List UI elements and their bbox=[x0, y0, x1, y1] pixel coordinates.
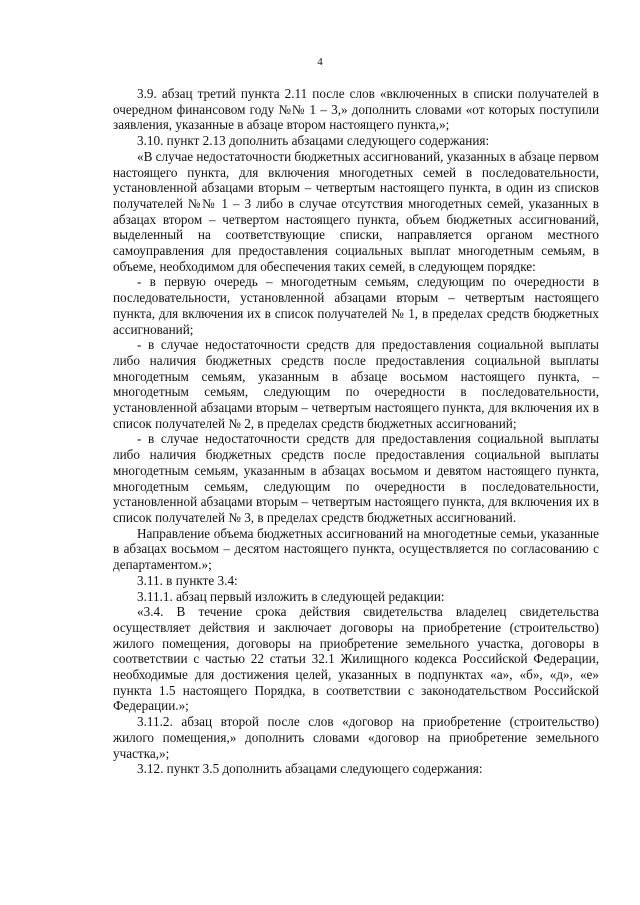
paragraph-3-9: 3.9. абзац третий пункта 2.11 после слов «включенных в списки получателей в очередном финансовом году №№ 1 – 3,» дополнить словами «от которых поступили заявления, указанные в абзаце втором настоящего пункта,»; bbox=[113, 86, 599, 133]
paragraph-3-11-1: 3.11.1. абзац первый изложить в следующей редакции: bbox=[137, 588, 445, 604]
list-item-third-priority: - в случае недостаточности средств для предоставления социальной выплаты либо наличия бюджетных средств после предоставления социальной выплаты многодетным семьям, указанным в абзацах восьмом и девятом настоящего пункта, многодетным семьям, следующим по очередности в последовательности, установленной абзацами вторым – четвертым настоящего пункта, для включения их в список получателей № 3, в пределах средств бюджетных ассигнований. bbox=[113, 431, 599, 525]
list-item-second-priority: - в случае недостаточности средств для предоставления социальной выплаты либо наличия бюджетных средств после предоставления социальной выплаты многодетным семьям, указанным в абзаце восьмом настоящего пункта, – многодетным семьям, следующим по очередности в последовательности, установленной абзацами вторым – четвертым настоящего пункта, для включения их в список получателей № 2, в пределах средств бюджетных ассигнований; bbox=[113, 337, 599, 431]
document-body bbox=[113, 86, 599, 777]
quoted-paragraph-insufficiency: «В случае недостаточности бюджетных ассигнований, указанных в абзаце первом настоящего пункта, для включения многодетных семей в последовательности, установленной абзацами вторым – четвертым настоящего пункта, в один из списков получателей №№ 1 – 3 либо в случае отсутствия многодетных семей, указанных в абзацах втором – четвертом настоящего пункта, объем бюджетных ассигнований, выделенный на соответствующие списки, направляется органом местного самоуправления для предоставления социальных выплат многодетным семьям, в объеме, необходимом для обеспечения таких семей, в следующем порядке: bbox=[113, 148, 600, 274]
paragraph-3-11: 3.11. в пункте 3.4: bbox=[137, 572, 238, 588]
page-number: 4 bbox=[317, 56, 323, 68]
paragraph-3-11-2: 3.11.2. абзац второй после слов «договор на приобретение (строительство) жилого помещения,» дополнить словами «договор на приобретение земельного участка,»; bbox=[113, 714, 599, 761]
quoted-paragraph-3-4: «3.4. В течение срока действия свидетельства владелец свидетельства осуществляет действия и заключает договоры на приобретение (строительство) жилого помещения, договоры на приобретение земельного участка, договоры в соответствии с частью 22 статьи 32.1 Жилищного кодекса Российской Федерации, необходимые для достижения целей, указанных в подпунктах «а», «б», «д», «е» пункта 1.5 настоящего Порядка, в соответствии с законодательством Российской Федерации.»; bbox=[113, 604, 599, 714]
list-item-first-priority: - в первую очередь – многодетным семьям, следующим по очередности в последовательности, установленной абзацами вторым – четвертым настоящего пункта, для включения их в список получателей № 1, в пределах средств бюджетных ассигнований; bbox=[113, 274, 599, 337]
paragraph-allocation-direction: Направление объема бюджетных ассигнований на многодетные семьи, указанные в абзацах восьмом – десятом настоящего пункта, осуществляется по согласованию с департаментом.»; bbox=[113, 525, 599, 573]
paragraph-3-12: 3.12. пункт 3.5 дополнить абзацами следующего содержания: bbox=[137, 761, 483, 777]
paragraph-3-10: 3.10. пункт 2.13 дополнить абзацами следующего содержания: bbox=[137, 133, 490, 149]
